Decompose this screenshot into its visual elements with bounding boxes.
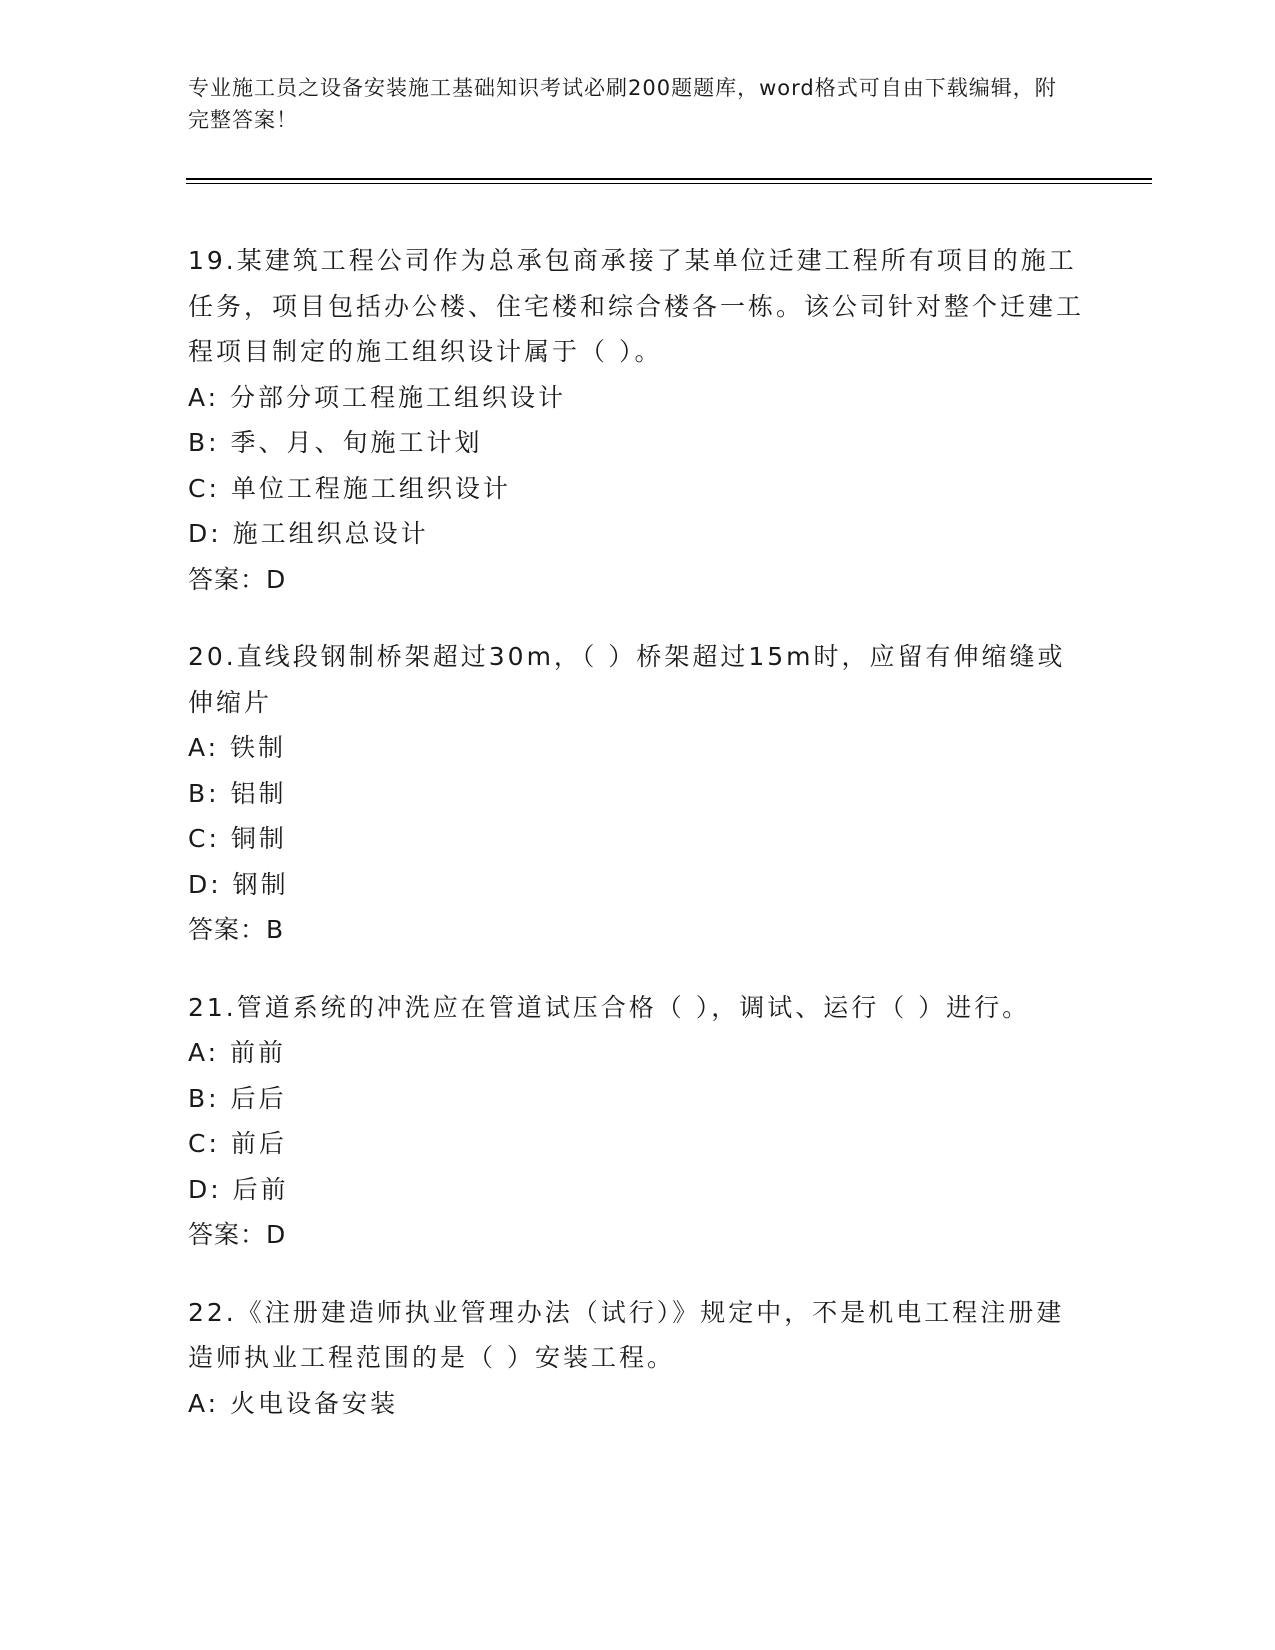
option-c: C: 单位工程施工组织设计 <box>188 473 511 503</box>
option-b: B: 季、月、旬施工计划 <box>188 428 483 457</box>
question-22 <box>188 1290 1088 1427</box>
question-text: 19.某建筑工程公司作为总承包商承接了某单位迁建工程所有项目的施工任务，项目包括办公楼、住宅楼和综合楼各一栋。该公司针对整个迁建工程项目制定的施工组织设计属于（ ）。 <box>188 246 1085 366</box>
option-c: C: 铜制 <box>188 824 287 853</box>
option-d: D: 钢制 <box>188 869 289 899</box>
option-d: D: 后前 <box>188 1174 289 1204</box>
question-20 <box>188 634 1088 953</box>
question-19 <box>188 238 1088 602</box>
question-text: 20.直线段钢制桥架超过30m，（ ）桥架超过15m时，应留有伸缩缝或伸缩片 <box>188 642 1066 717</box>
option-a: A: 火电设备安装 <box>188 1388 399 1418</box>
option-d: D: 施工组织总设计 <box>188 519 429 548</box>
header-divider-thick <box>186 178 1152 180</box>
option-a: A: 铁制 <box>188 733 287 762</box>
option-b: B: 后后 <box>188 1083 287 1113</box>
question-list <box>188 238 1088 1458</box>
answer: 答案：D <box>188 564 287 594</box>
option-b: B: 铝制 <box>188 778 287 808</box>
question-text: 21.管道系统的冲洗应在管道试压合格（ ），调试、运行（ ）进行。 <box>188 992 1031 1022</box>
option-c: C: 前后 <box>188 1129 287 1158</box>
answer: 答案：D <box>188 1220 287 1249</box>
option-a: A: 前前 <box>188 1038 287 1067</box>
question-21 <box>188 985 1088 1258</box>
document-header: 专业施工员之设备安装施工基础知识考试必刷200题题库，word格式可自由下载编辑，附完整答案！ <box>188 76 1057 132</box>
question-text: 22.《注册建造师执业管理办法（试行）》规定中，不是机电工程注册建造师执业工程范围的是（ ）安装工程。 <box>188 1297 1065 1372</box>
header-divider-thin <box>186 183 1152 184</box>
answer: 答案：B <box>188 915 285 944</box>
option-a: A: 分部分项工程施工组织设计 <box>188 382 567 412</box>
